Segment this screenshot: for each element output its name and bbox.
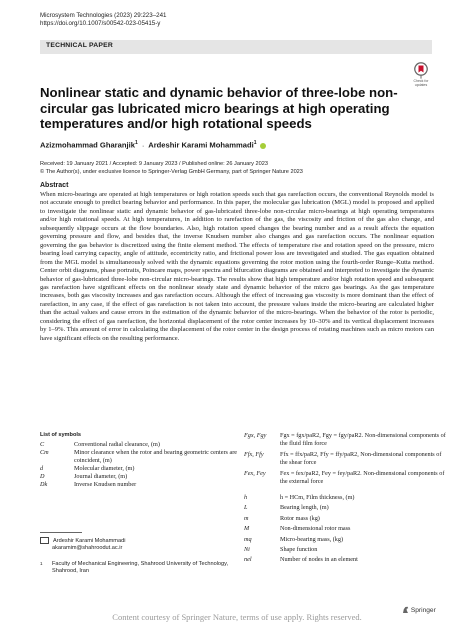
symbol-description: Ffx = ffx/paR2, Ffy = ffy/paR2, Non-dimensional components of the shear force	[280, 451, 442, 466]
doi-link[interactable]: https://doi.org/10.1007/s00542-023-05415-y	[40, 20, 161, 27]
symbol: nel	[244, 556, 252, 563]
paper-type-label: TECHNICAL PAPER	[46, 42, 113, 49]
symbol-description: Rotor mass (kg)	[280, 515, 320, 522]
symbol-description: Fgx = fgx/paR2, Fgy = fgy/paR2. Non-dimensional components of the fluid film force	[280, 432, 446, 447]
symbol-row	[40, 465, 260, 473]
symbol-row	[40, 473, 260, 481]
publication-history	[40, 160, 303, 176]
symbol-description: Minor clearance when the rotor and bearing geometric centers are coincident, (m)	[74, 449, 238, 464]
author-affiliation-mark: 1	[134, 140, 138, 146]
author-name[interactable]: Azizmohammad Gharanjik	[40, 140, 135, 150]
symbol-description: Molecular diameter, (m)	[74, 465, 135, 472]
corresponding-author-note	[40, 537, 230, 552]
symbol-row	[244, 494, 448, 502]
footnote-divider	[40, 532, 82, 533]
affiliation-note	[40, 561, 235, 575]
symbol-row	[244, 432, 448, 448]
email-icon	[40, 537, 49, 544]
symbol-description: Non-dimensional rotor mass	[280, 525, 351, 532]
symbol-row	[244, 525, 448, 533]
symbol: Fex, Fey	[244, 470, 266, 477]
author-affiliation-mark: 1	[253, 140, 257, 146]
symbol-description: Fex = fex/paR2, Fey = fey/paR2. Non-dimensional components of the external force	[280, 470, 445, 485]
symbol: Ffx, Ffy	[244, 451, 264, 458]
orcid-icon[interactable]	[260, 143, 266, 149]
symbol-description: Number of nodes in an element	[280, 556, 358, 563]
symbol-description: Journal diameter, (m)	[74, 473, 128, 480]
abstract-heading: Abstract	[40, 182, 69, 189]
journal-citation: Microsystem Technologies (2023) 29:223–241	[40, 12, 167, 19]
copyright-line: © The Author(s), under exclusive licence to Springer-Verlag GmbH Germany, part of Springer Nature 2023	[40, 169, 303, 175]
symbol-row	[244, 451, 448, 467]
contact-email[interactable]: akaramim@shahroodut.ac.ir	[52, 544, 123, 551]
symbol-description: Shape function	[280, 546, 318, 553]
symbol-description: Conventional radial clearance, (m)	[74, 441, 160, 448]
symbol: m	[244, 515, 249, 522]
author-name[interactable]: Ardeshir Karami Mohammadi	[148, 140, 254, 150]
symbol: D	[40, 473, 45, 480]
springer-wordmark: Springer	[410, 606, 436, 614]
badge-line-2: updates	[414, 83, 428, 87]
history-dates: Received: 19 January 2021 / Accepted: 9 January 2023 / Published online: 26 January 2023	[40, 161, 268, 167]
journal-header	[40, 12, 166, 28]
author-line	[40, 140, 266, 150]
symbol: M	[244, 525, 250, 532]
symbol: d	[40, 465, 44, 472]
badge-line-1: Check for	[413, 79, 429, 83]
symbol-description: h = HCm, Film thickness, (m)	[280, 494, 355, 501]
article-title: Nonlinear static and dynamic behavior of three-lobe non-circular gas lubricated micro bearings at high operating temperatures and/or high rotational speeds	[40, 85, 398, 131]
symbol: L	[244, 504, 248, 511]
symbol: Ni	[244, 546, 250, 553]
affiliation-mark: 1	[40, 561, 43, 566]
update-check-icon	[414, 62, 428, 79]
symbol-row	[244, 504, 448, 512]
contact-name: Ardeshir Karami Mohammadi	[53, 537, 126, 544]
symbol-row	[244, 470, 448, 486]
affiliation-text: Faculty of Mechanical Engineering, Shahrood University of Technology, Shahrood, Iran	[52, 561, 229, 574]
symbol: Fgx, Fgy	[244, 432, 267, 439]
abstract-text: When micro-bearings are operated at high temperatures or high rotation speeds such that gas rarefaction occurs, the conventional Reynolds model is not accurate enough to predict bearing behavior and performance. In this paper, the molecular gas lubrication (MGL) model is proposed and applied to investigate the nonlinear static and dynamic behavior of gas-lubricated three-lobe non-circular micro-bearings at high operating temperatures and/or high rotational speeds. At high temperatures, in addition to rarefaction of the gas, the viscosity and friction of the gas also change, and subsequently slippage occurs at the flow boundaries. Also, high rotation speed changes the bearing number and as a result affects the equation governing pressure and flow, and besides that, the inverse Knudsen number also changes and gas rarefaction occurs. The nonlinear equation governing the gas behavior is discretized using the finite element method. The effects of temperature rise and rotation speed on the pressure, micro bearing load carrying capacity, angle of attitude, eccentricity ratio, and frictional power loss are investigated and studied. The gas equation obtained from the MGL model is simultaneously solved with the dynamic equations governing the rotor motion using the fourth-order Runge–Kutta method. Center orbit diagrams, phase portraits, Poincare maps, power spectra and bifurcation diagrams are obtained and interpreted to investigate the dynamic behavior of gas-lubricated three-lobe non-circular micro-bearings. The results show that high temperature and/or high rotation speed and subsequent gas rarefaction have significant effects on the nonlinear steady state and dynamic behavior of the micro gas bearings. As the gas temperature increases, both gas viscosity increases and gas rarefaction occurs. Although the effect of increasing gas viscosity is more dominant than the effect of rarefaction, in any case, if the effect of gas rarefaction is not taken into account, the pressure values inside the micro-bearing are calculated higher than the actual values and cause errors in the estimation of the dynamic behavior of the micro-bearings. When the behavior of the rotor is periodic, considering the effect of gas rarefaction, the horizontal displacement of the rotor center increases by 10–30% and its vertical displacement increases by 1–9%. This amount of error in calculating the displacement of the rotor center in the design process of rotating machines such as micro motors can have significant effects on the resulting performance.	[40, 191, 434, 342]
symbol-row	[40, 481, 260, 489]
author-separator: ·	[141, 140, 145, 150]
symbol: C	[40, 441, 45, 448]
symbol: Cm	[40, 449, 49, 456]
symbol-description: Inverse Knudsen number	[74, 481, 137, 488]
courtesy-notice: Content courtesy of Springer Nature, terms of use apply. Rights reserved.	[112, 612, 362, 622]
symbol: Dk	[40, 481, 48, 488]
symbol-row	[244, 546, 448, 554]
symbol-row	[244, 515, 448, 523]
symbols-heading: List of symbols	[40, 432, 82, 438]
symbol: h	[244, 494, 248, 501]
symbol-description: Bearing length, (m)	[280, 504, 329, 511]
symbol: mq	[244, 536, 252, 543]
symbol-row	[244, 536, 448, 544]
symbol-row	[40, 441, 260, 449]
symbol-description: Micro-bearing mass, (kg)	[280, 536, 344, 543]
symbol-row	[244, 556, 448, 564]
symbol-row	[40, 449, 260, 465]
